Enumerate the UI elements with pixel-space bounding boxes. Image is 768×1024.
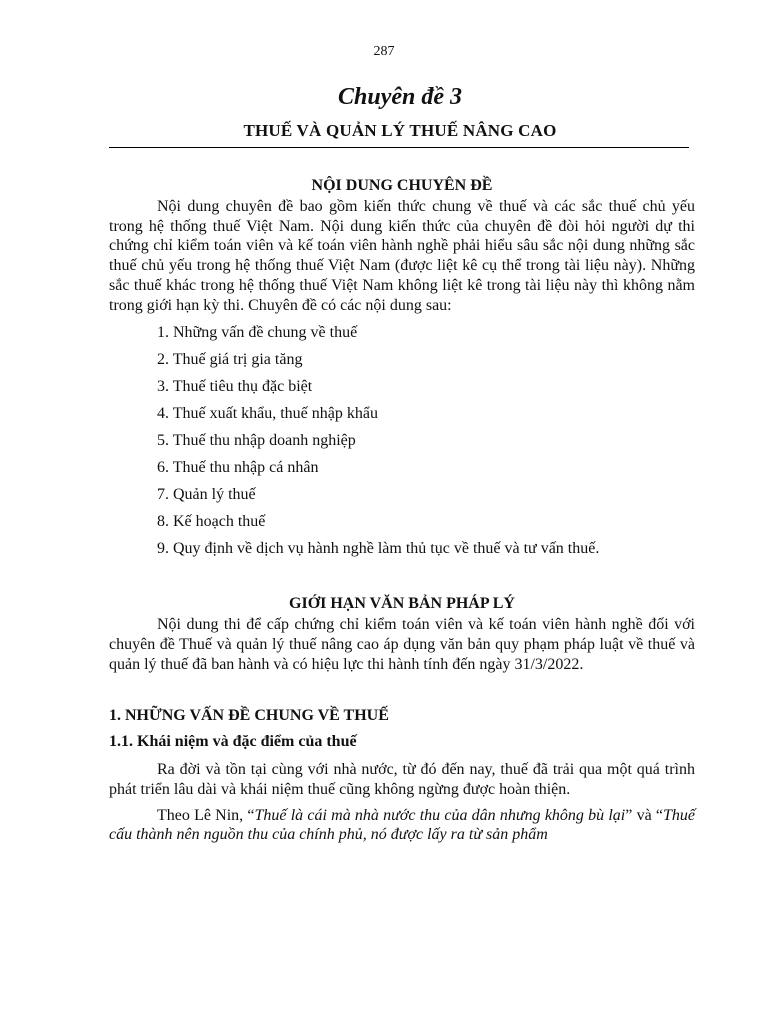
page-number: 287: [373, 44, 395, 59]
chapter-title: Chuyên đề 3: [337, 84, 462, 110]
quote-lenin: Thuế là cái mà nhà nước thu của dân nhưng không bù lại: [254, 806, 626, 824]
topic-list: [109, 319, 695, 562]
section-heading-general: 1. NHỮNG VẤN ĐỀ CHUNG VỀ THUẾ: [109, 707, 389, 725]
list-item: 7. Quản lý thuế: [157, 486, 256, 504]
quote-paragraph: [109, 806, 695, 845]
quote-intro: Theo Lê Nin, “: [157, 806, 255, 824]
title-divider: [109, 147, 689, 148]
content-paragraph: Nội dung chuyên đề bao gồm kiến thức chung về thuế và các sắc thuế chủ yếu trong hệ thống thuế Việt Nam. Nội dung kiến thức của chuyên đề đòi hỏi người dự thi chứng chỉ kiểm toán viên và kế toán viên hành nghề phải hiểu sâu sắc nội dung những sắc thuế chủ yếu trong hệ thống thuế Việt Nam (được liệt kê cụ thể trong tài liệu này). Những sắc thuế khác trong hệ thống thuế Việt Nam không liệt kê trong tài liệu này thì không nằm trong giới hạn kỳ thi. Chuyên đề có các nội dung sau:: [109, 198, 695, 314]
section-heading-content: NỘI DUNG CHUYÊN ĐỀ: [311, 177, 493, 194]
intro-paragraph: Ra đời và tồn tại cùng với nhà nước, từ đó đến nay, thuế đã trải qua một quá trình phát triển lâu dài và khái niệm thuế cũng không ngừng được hoàn thiện.: [109, 761, 695, 799]
list-item: 8. Kế hoạch thuế: [157, 513, 266, 531]
chapter-subtitle: THUẾ VÀ QUẢN LÝ THUẾ NÂNG CAO: [243, 121, 557, 140]
subsection-heading: 1.1. Khái niệm và đặc điểm của thuế: [109, 733, 357, 751]
list-item: 1. Những vấn đề chung về thuế: [157, 324, 358, 342]
quote-connector: ” và “: [625, 806, 663, 824]
list-item: 3. Thuế tiêu thụ đặc biệt: [157, 378, 313, 396]
list-item: 2. Thuế giá trị gia tăng: [157, 351, 303, 369]
list-item: 5. Thuế thu nhập doanh nghiệp: [157, 432, 356, 450]
list-item: 9. Quy định về dịch vụ hành nghề làm thủ tục về thuế và tư vấn thuế.: [157, 540, 600, 558]
page-body: [109, 175, 695, 845]
list-item: 4. Thuế xuất khẩu, thuế nhập khẩu: [157, 405, 378, 423]
legal-paragraph: Nội dung thi để cấp chứng chỉ kiểm toán viên và kế toán viên hành nghề đối với chuyên đề Thuế và quản lý thuế nâng cao áp dụng văn bản quy phạm pháp luật về thuế và quản lý thuế đã ban hành và có hiệu lực thi hành tính đến ngày 31/3/2022.: [109, 616, 695, 673]
quote-second: Thuế cấu thành nên nguồn thu của chính phủ, nó được lấy ra từ sản phẩm: [109, 806, 695, 844]
list-item: 6. Thuế thu nhập cá nhân: [157, 459, 319, 477]
section-heading-legal: GIỚI HẠN VĂN BẢN PHÁP LÝ: [289, 595, 515, 613]
